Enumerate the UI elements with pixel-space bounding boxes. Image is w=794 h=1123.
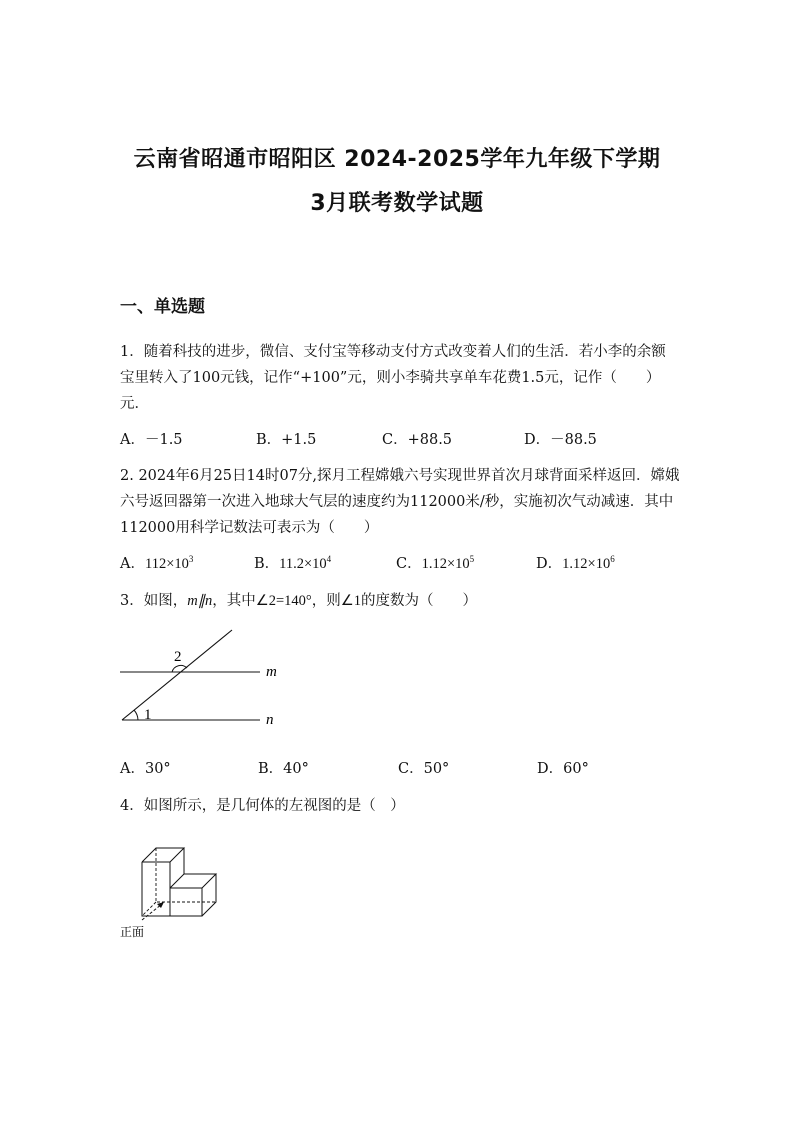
question-3-option-d[interactable]: D．60° <box>537 761 589 777</box>
question-2-option-c[interactable] <box>396 552 474 573</box>
q3-angle2-expr: ∠2=140° <box>255 593 312 609</box>
question-4-text: 4．如图所示，是几何体的左视图的是（ ） <box>120 798 405 814</box>
low-block-top <box>170 874 216 888</box>
question-3-option-c[interactable]: C．50° <box>398 761 450 777</box>
question-3-figure <box>110 622 310 732</box>
question-3-option-a[interactable]: A．30° <box>120 761 171 777</box>
question-1-option-d[interactable]: D．－88.5 <box>524 432 597 448</box>
option-base: 1.12×10 <box>421 556 470 572</box>
question-1-text: 1．随着科技的进步，微信、支付宝等移动支付方式改变着人们的生活．若小李的余额宝里转入了100元钱，记作“+100”元，则小李骑共享单车花费1.5元，记作（ ）元． <box>120 344 666 412</box>
front-label: 正面 <box>120 925 145 939</box>
question-2-text: 2. 2024年6月25日14时07分,探月工程嫦娥六号实现世界首次月球背面采样返回．嫦娥六号返回器第一次进入地球大气层的速度约为112000米/秒，实施初次气动减速．其中112000用科学记数法可表示为（ ） <box>120 468 680 536</box>
line-n-label: n <box>266 712 274 728</box>
hidden-edges <box>156 848 216 902</box>
option-base: 112×10 <box>144 556 189 572</box>
question-1-options <box>120 428 700 452</box>
q3-text-part: ，其中 <box>212 593 256 609</box>
option-label: A． <box>120 556 145 572</box>
question-2-option-a[interactable] <box>120 552 193 573</box>
option-exponent: 4 <box>326 554 332 564</box>
option-exponent: 3 <box>188 554 194 564</box>
option-base: 1.12×10 <box>562 556 611 572</box>
q3-text-part: 3．如图， <box>120 593 188 609</box>
question-2-option-d[interactable] <box>536 552 615 573</box>
option-exponent: 5 <box>469 554 475 564</box>
tall-block-top <box>142 848 184 862</box>
document-title-line1: 云南省昭通市昭阳区 2024-2025学年九年级下学期 <box>133 147 661 172</box>
section-heading: 一、单选题 <box>120 297 205 317</box>
question-1-option-b[interactable]: B．+1.5 <box>256 432 317 448</box>
hidden-edge-diagonal <box>142 902 156 916</box>
question-4-figure <box>116 826 236 946</box>
question-3-options <box>120 757 700 781</box>
question-1-option-a[interactable]: A．－1.5 <box>120 432 183 448</box>
question-2-option-b[interactable] <box>254 552 331 573</box>
q3-angle1-expr: ∠1 <box>340 593 361 609</box>
question-3-text <box>120 588 680 614</box>
option-label: D． <box>536 556 563 572</box>
angle-1-label: 1 <box>144 707 152 723</box>
option-label: C． <box>396 556 422 572</box>
question-2-options <box>120 552 700 576</box>
question-1-option-c[interactable]: C．+88.5 <box>382 432 453 448</box>
transversal-line <box>122 630 232 720</box>
angle-2-label: 2 <box>174 649 182 665</box>
q3-text-part: 的度数为（ ） <box>360 593 477 609</box>
document-title-line2: 3月联考数学试题 <box>310 191 484 216</box>
q3-parallel-expr: m∥n <box>187 593 213 609</box>
option-base: 11.2×10 <box>279 556 327 572</box>
question-3-option-b[interactable]: B．40° <box>258 761 309 777</box>
q3-text-part: ，则 <box>311 593 341 609</box>
angle-1-arc <box>134 710 138 720</box>
option-label: B． <box>254 556 280 572</box>
line-m-label: m <box>266 664 277 680</box>
option-exponent: 6 <box>610 554 615 564</box>
